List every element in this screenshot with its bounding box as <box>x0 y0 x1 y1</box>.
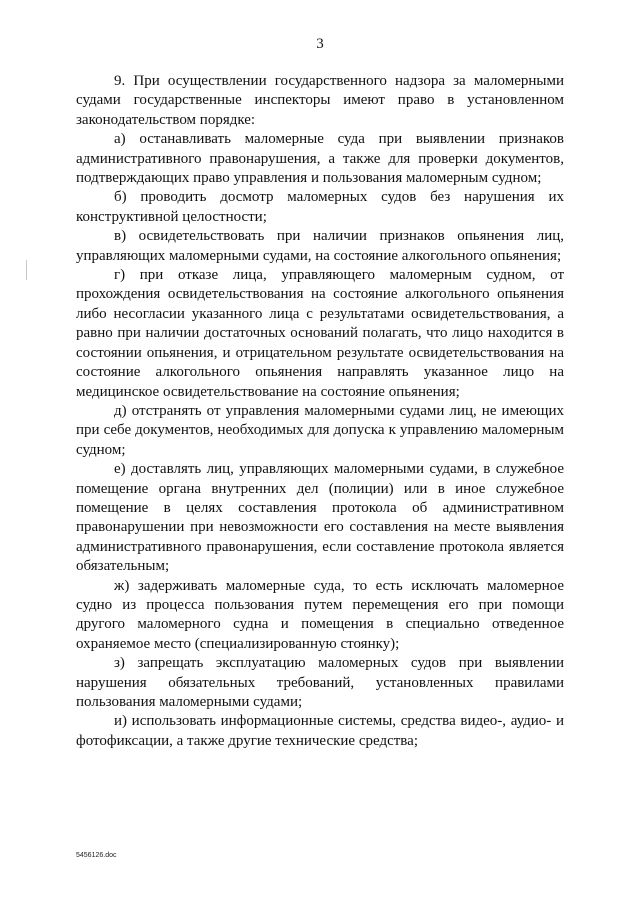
paragraph-item-g: г) при отказе лица, управляющего маломерным судном, от прохождения освидетельствования на состояние алкогольного опьянения либо несогласии указанного лица с результатами освидетельствования, а равно при наличии достаточных оснований полагать, что лицо находится в состоянии опьянения, и отрицательном результате освидетельствования на состояние алкогольного опьянения направлять указанное лицо на медицинское освидетельствование на состояние опьянения; <box>76 267 564 400</box>
margin-mark <box>26 260 27 280</box>
paragraph-item-zh: ж) задерживать маломерные суда, то есть исключать маломерное судно из процесса пользования путем перемещения его при помощи другого маломерного судна и помещения в специально отведенное охраняемое место (специализированную стоянку); <box>76 577 564 652</box>
paragraph-item-b: б) проводить досмотр маломерных судов без нарушения их конструктивной целостности; <box>76 189 564 225</box>
footer-document-code: 5456126.doc <box>76 852 117 859</box>
paragraph-item-z: з) запрещать эксплуатацию маломерных судов при выявлении нарушения обязательных требований, установленных правилами пользования маломерными судами; <box>76 655 564 710</box>
paragraph-item-i: и) использовать информационные системы, средства видео-, аудио- и фотофиксации, а также другие технические средства; <box>76 713 564 749</box>
paragraph-9-intro: 9. При осуществлении государственного надзора за маломерными судами государственные инспекторы имеют право в установленном законодательством порядке: <box>76 73 564 128</box>
document-body <box>76 72 564 751</box>
paragraph-item-d: д) отстранять от управления маломерными судами лиц, не имеющих при себе документов, необходимых для допуска к управлению маломерным судном; <box>76 402 564 458</box>
paragraph-item-e: е) доставлять лиц, управляющих маломерными судами, в служебное помещение органа внутренних дел (полиции) или в иное служебное помещение в целях составления протокола об административном правонарушении при невозможности его составления на месте выявления административного правонарушения, если составление протокола является обязательным; <box>76 461 564 575</box>
paragraph-item-a: а) останавливать маломерные суда при выявлении признаков административного правонарушения, а также для проверки документов, подтверждающих право управления и пользования маломерным судном; <box>76 131 564 187</box>
paragraph-item-v: в) освидетельствовать при наличии признаков опьянения лиц, управляющих маломерными судами, на состояние алкогольного опьянения; <box>76 228 564 264</box>
page-number: 3 <box>316 36 324 52</box>
